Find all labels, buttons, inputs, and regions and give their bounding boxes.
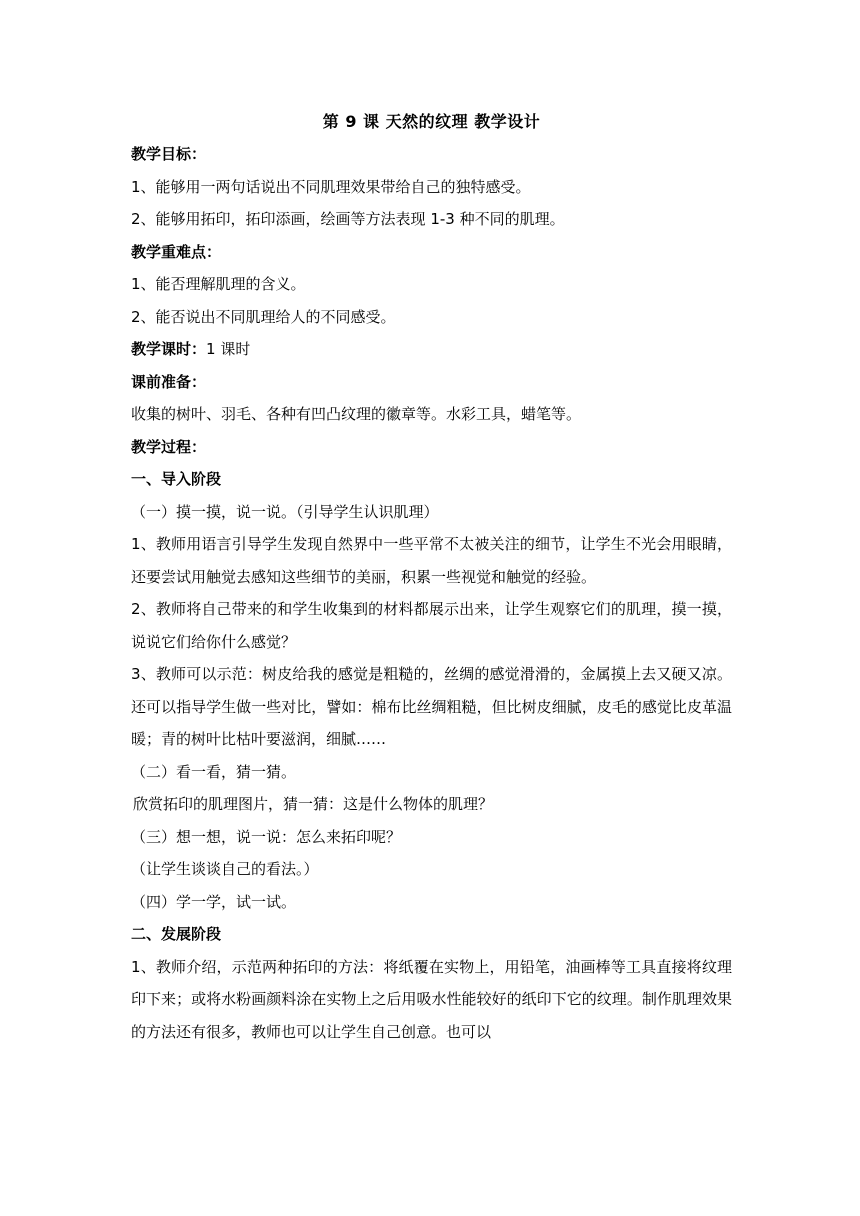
objective-item: 2、能够用拓印，拓印添画，绘画等方法表现 1-3 种不同的肌理。	[131, 210, 565, 228]
key-point-item: 2、能否说出不同肌理给人的不同感受。	[131, 307, 396, 326]
stage1-heading: 一、导入阶段	[131, 470, 222, 488]
process-heading: 教学过程：	[131, 437, 207, 456]
key-points-heading: 教学重难点：	[131, 242, 222, 261]
key-point-item: 1、能否理解肌理的含义。	[131, 275, 306, 293]
stage1-sub4: （四）学一学，试一试。	[131, 892, 297, 911]
stage1-sub2: （二）看一看，猜一猜。	[131, 762, 297, 781]
hours-value: 1 课时	[206, 340, 251, 358]
stage1-paragraph-3: 3、教师可以示范：树皮给我的感觉是粗糙的，丝绸的感觉滑滑的，金属摸上去又硬又凉。还可以指导学生做一些对比，譬如：棉布比丝绸粗糙，但比树皮细腻，皮毛的感觉比皮革温暖；青的树叶比枯叶要滋润，细腻……	[131, 665, 732, 748]
preparation-text: 收集的树叶、羽毛、各种有凹凸纹理的徽章等。水彩工具，蜡笔等。	[131, 405, 582, 423]
stage2-paragraph-1: 1、教师介绍，示范两种拓印的方法：将纸覆在实物上，用铅笔，油画棒等工具直接将纹理印下来；或将水粉画颜料涂在实物上之后用吸水性能较好的纸印下它的纹理。制作肌理效果的方法还有很多，教师也可以让学生自己创意。也可以	[131, 957, 732, 1041]
hours-line	[131, 333, 732, 366]
stage1-sub2-text: 欣赏拓印的肌理图片，猜一猜：这是什么物体的肌理？	[133, 795, 494, 813]
hours-label: 教学课时：	[131, 340, 207, 358]
document-title: 第 9 课 天然的纹理 教学设计	[322, 112, 541, 131]
document-body	[131, 107, 732, 1048]
stage1-sub3: （三）想一想，说一说：怎么来拓印呢？	[131, 827, 402, 846]
preparation-heading: 课前准备：	[131, 372, 207, 391]
objective-item: 1、能够用一两句话说出不同肌理效果带给自己的独特感受。	[131, 177, 531, 196]
stage1-sub1: （一）摸一摸，说一说。（引导学生认识肌理）	[131, 502, 439, 521]
stage1-sub3-text: （让学生谈谈自己的看法。）	[131, 860, 319, 878]
stage2-heading: 二、发展阶段	[131, 925, 222, 943]
stage1-paragraph-2: 2、教师将自己带来的和学生收集到的材料都展示出来，让学生观察它们的肌理，摸一摸，说说它们给你什么感觉？	[131, 600, 732, 651]
stage1-paragraph-1: 1、教师用语言引导学生发现自然界中一些平常不太被关注的细节，让学生不光会用眼睛，还要尝试用触觉去感知这些细节的美丽，积累一些视觉和触觉的经验。	[131, 535, 732, 586]
objectives-heading: 教学目标：	[131, 145, 207, 163]
